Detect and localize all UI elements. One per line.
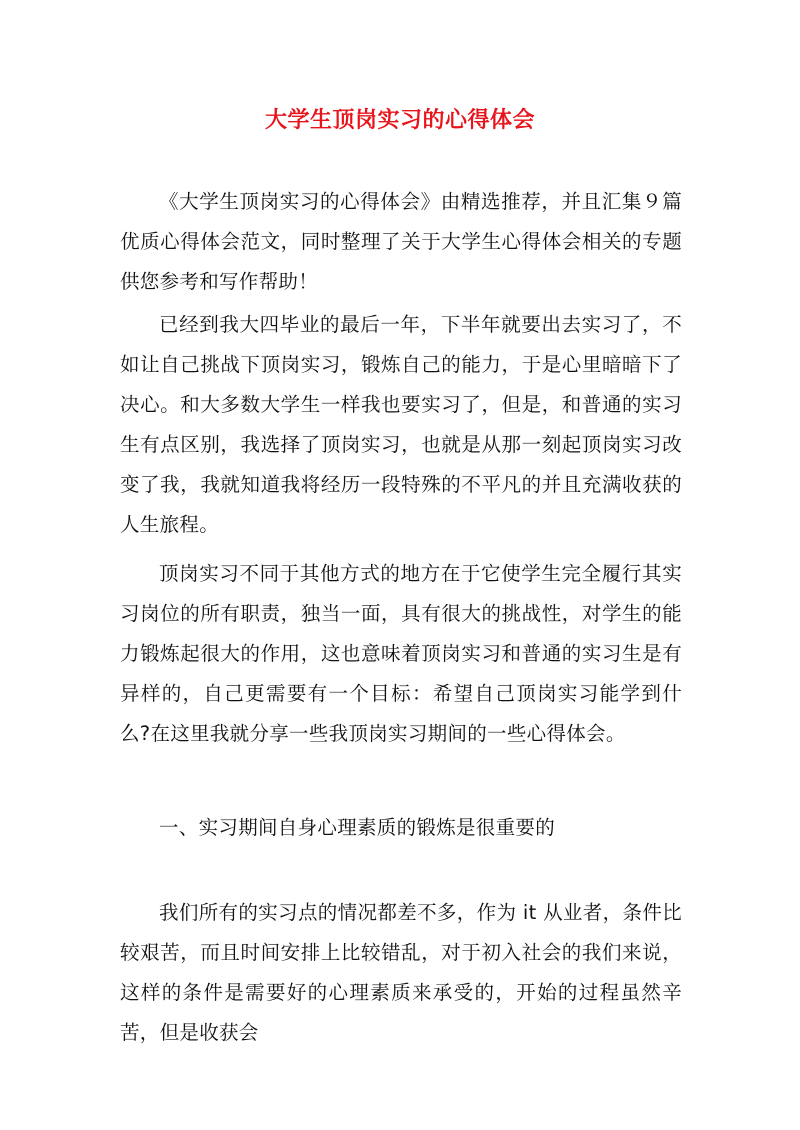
paragraph-intro: 《大学生顶岗实习的心得体会》由精选推荐，并且汇集９篇优质心得体会范文，同时整理了关于大学生心得体会相关的专题供您参考和写作帮助！ [120, 190, 682, 293]
paragraph-conditions: 我们所有的实习点的情况都差不多，作为 it 从业者，条件比较艰苦，而且时间安排上比较错乱，对于初入社会的我们来说，这样的条件是需要好的心理素质来承受的，开始的过程虽然辛苦，但是收获会 [120, 901, 682, 1044]
section-heading-1: 一、实习期间自身心理素质的锻炼是很重要的 [159, 816, 556, 839]
paragraph-difference: 顶岗实习不同于其他方式的地方在于它使学生完全履行其实习岗位的所有职责，独当一面，具有很大的挑战性，对学生的能力锻炼起很大的作用，这也意味着顶岗实习和普通的实习生是有异样的，自己更需要有一个目标：希望自己顶岗实习能学到什么?在这里我就分享一些我顶岗实习期间的一些心得体会。 [120, 562, 682, 745]
paragraph-decision: 已经到我大四毕业的最后一年，下半年就要出去实习了，不如让自己挑战下顶岗实习，锻炼自己的能力，于是心里暗暗下了决心。和大多数大学生一样我也要实习了，但是，和普通的实习生有点区别，我选择了顶岗实习，也就是从那一刻起顶岗实习改变了我，我就知道我将经历一段特殊的不平凡的并且充满收获的人生旅程。 [120, 313, 682, 536]
document-title: 大学生顶岗实习的心得体会 [264, 108, 535, 133]
